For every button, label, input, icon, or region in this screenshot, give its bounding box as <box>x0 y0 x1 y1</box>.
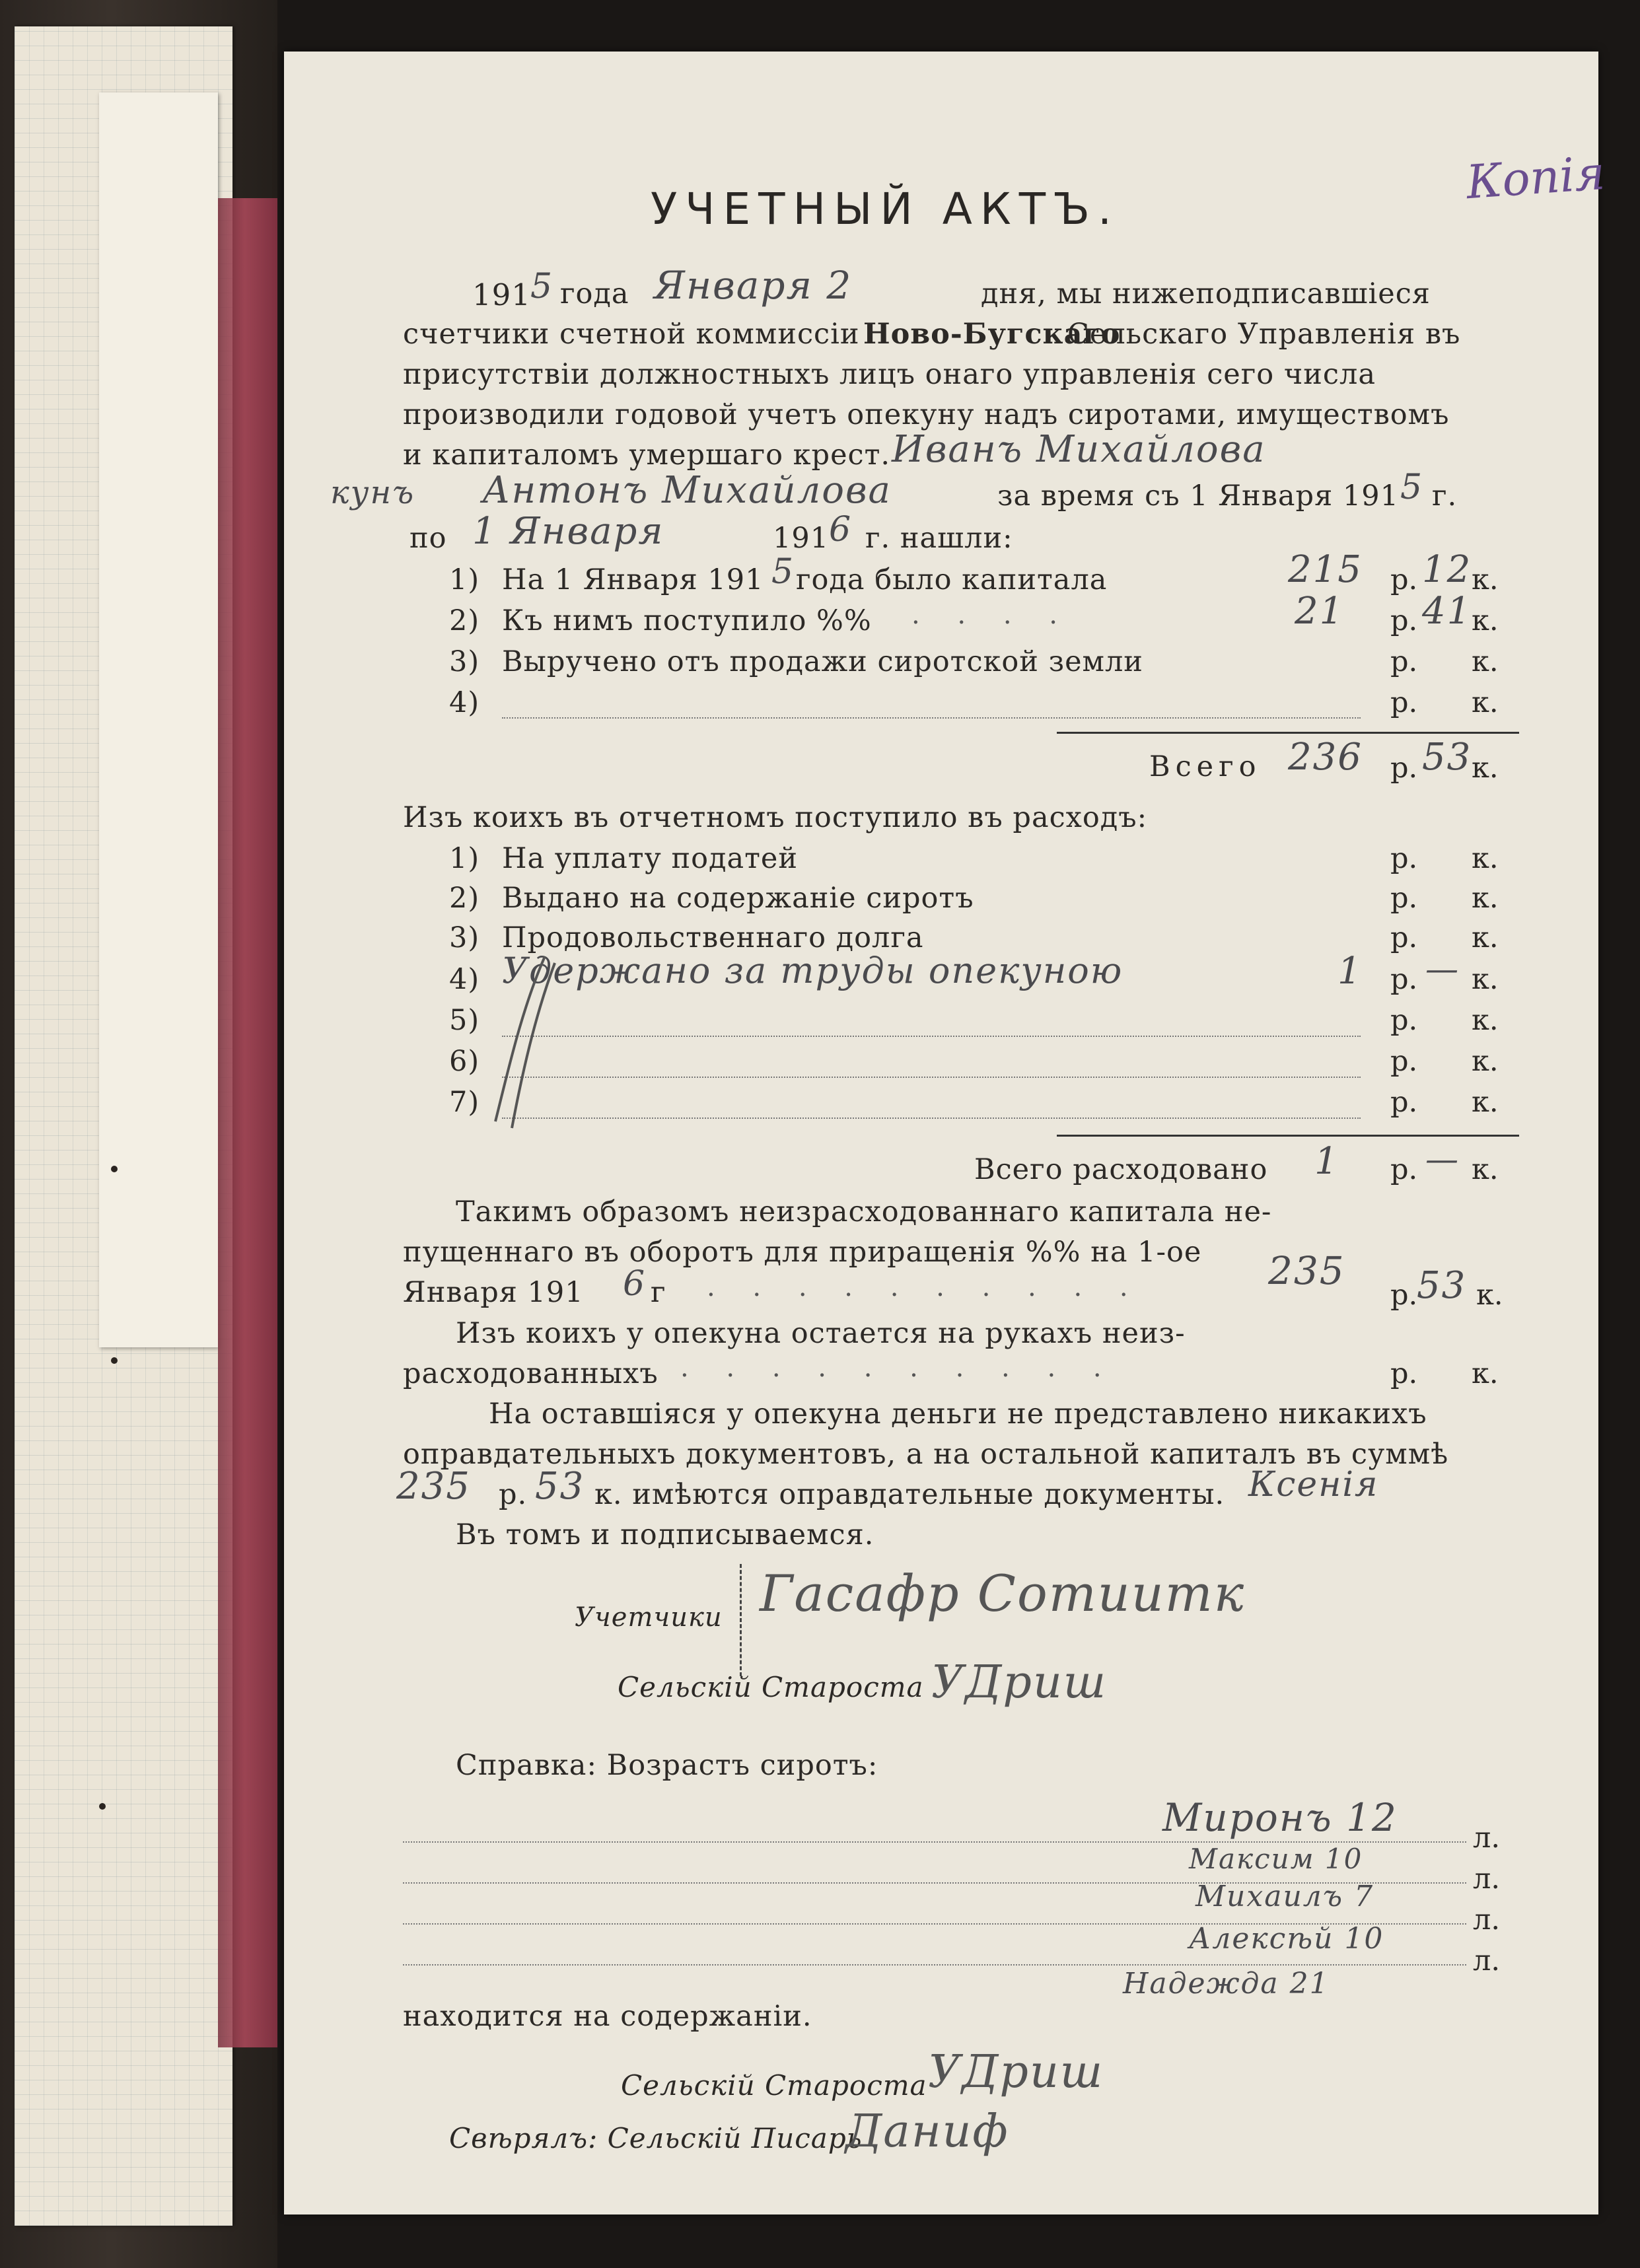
k-label: к. <box>1472 842 1499 875</box>
text-day-signers: дня, мы нижеподписавшіеся <box>981 277 1431 310</box>
r-label: р. <box>1390 882 1418 915</box>
expense-header: Изъ коихъ въ отчетномъ поступило въ расходъ: <box>403 801 1148 834</box>
unspent-line-1: Такимъ образомъ неизрасходованнаго капитала не- <box>456 1195 1272 1228</box>
book-spine <box>218 198 277 2047</box>
expense-row-2-num: 2) <box>449 882 480 915</box>
k-label: к. <box>1472 1004 1499 1037</box>
underlying-loose-sheet <box>99 92 218 1347</box>
total-rule <box>1057 732 1519 734</box>
documents-line-3: к. имѣются оправдательные документы. <box>594 1478 1225 1511</box>
income-row-1-num: 1) <box>449 563 480 596</box>
period-year-handwritten: 5 <box>1400 468 1424 507</box>
unspent-line-3: Января 191 <box>403 1276 584 1309</box>
unspent-kop: 53 <box>1417 1264 1467 1307</box>
line-commission-b: Сельскаго Управленія въ <box>1067 318 1461 351</box>
guardian-prefix-handwritten: кунъ <box>330 474 415 511</box>
expense-total-label: Всего расходовано <box>974 1153 1268 1186</box>
orphan-5: Надежда 21 <box>1123 1967 1330 2001</box>
blank-line <box>502 1036 1361 1037</box>
documents-kop-hw: 53 <box>535 1465 585 1508</box>
k-label: к. <box>1472 921 1499 954</box>
blank-line <box>502 717 1361 719</box>
r-label: р. <box>1390 1153 1418 1186</box>
income-row-1-label: На 1 Января 191 <box>502 563 764 596</box>
income-row-1-label2: года было капитала <box>796 563 1108 596</box>
clerk-label: Свѣрялъ: Сельскій Писарь <box>449 2122 863 2154</box>
dot-leader: . . . . . . . . . . <box>680 1353 1116 1383</box>
elder-label-2: Сельскій Староста <box>621 2069 927 2102</box>
date-handwritten: Января 2 <box>654 263 853 308</box>
elder-signature: УДриш <box>931 1656 1108 1709</box>
year-prefix: 191 <box>472 277 531 312</box>
income-total-kop: 53 <box>1422 736 1472 779</box>
income-row-4-num: 4) <box>449 686 480 719</box>
r-label: р. <box>1390 1357 1418 1390</box>
elder-label: Сельскій Староста <box>618 1671 924 1703</box>
r-label: р. <box>1390 842 1418 875</box>
income-total-rub: 236 <box>1288 736 1363 779</box>
r-label: р. <box>1390 921 1418 954</box>
elder-signature-2: УДриш <box>928 2046 1104 2098</box>
unspent-year-suffix: г <box>651 1276 666 1309</box>
k-label: к. <box>1472 752 1499 785</box>
dot-leader: . . . . . . . . . . <box>707 1272 1143 1302</box>
orphan-3: Михаилъ 7 <box>1195 1880 1374 1913</box>
bracket <box>740 1564 742 1676</box>
k-label: к. <box>1472 1153 1499 1186</box>
income-row-1-kop: 12 <box>1422 548 1472 591</box>
r-label: р. <box>1390 645 1418 678</box>
line-commission-a: счетчики счетной коммиссіи <box>403 318 860 351</box>
r-label: р. <box>1390 1045 1418 1078</box>
signing-line: Въ томъ и подписываемся. <box>456 1518 874 1551</box>
income-total-label: Всего <box>1149 750 1262 783</box>
expense-row-5-num: 5) <box>449 1004 480 1037</box>
r-label: р. <box>1390 1086 1418 1119</box>
years-label: л. <box>1473 1862 1500 1896</box>
expense-row-4-num: 4) <box>449 963 480 996</box>
k-label: к. <box>1472 604 1499 637</box>
years-label: л. <box>1473 1944 1500 1977</box>
k-label: к. <box>1472 686 1499 719</box>
r-label: р. <box>1390 686 1418 719</box>
r-label: р. <box>1390 963 1418 996</box>
to-year-handwritten: 6 <box>829 510 853 549</box>
r-label: р. <box>1390 563 1418 596</box>
cancel-strokes <box>482 950 561 1135</box>
document-page <box>284 52 1607 2215</box>
blank-line <box>502 1077 1361 1078</box>
dot-leader: . . . . <box>911 600 1073 630</box>
k-label: к. <box>1472 563 1499 596</box>
expense-row-6-num: 6) <box>449 1045 480 1078</box>
documents-rub-hw: 235 <box>396 1465 471 1508</box>
guardian-hands-line-1: Изъ коихъ у опекуна остается на рукахъ неиз- <box>456 1317 1186 1350</box>
r-label: р. <box>1390 604 1418 637</box>
income-row-2-rub: 21 <box>1295 590 1345 633</box>
k-label: к. <box>1476 1279 1503 1312</box>
period-text: за время съ 1 Января 191 <box>997 479 1399 513</box>
deceased-name-handwritten: Иванъ Михайлова <box>892 428 1266 471</box>
expense-total-kop: — <box>1425 1140 1460 1178</box>
to-prefix: по <box>410 522 447 555</box>
k-label: к. <box>1472 963 1499 996</box>
income-row-2-kop: 41 <box>1422 590 1472 633</box>
line-presence: присутствіи должностныхъ лицъ онаго управленія сего числа <box>403 358 1376 391</box>
k-label: к. <box>1472 1045 1499 1078</box>
orphan-4: Алексѣй 10 <box>1189 1922 1384 1956</box>
unspent-rub: 235 <box>1268 1248 1345 1293</box>
k-label: к. <box>1472 645 1499 678</box>
counters-label: Учетчики <box>575 1602 723 1633</box>
income-row-3-label: Выручено отъ продажи сиротской земли <box>502 645 1143 678</box>
guardian-name-handwritten: Антонъ Михайлова <box>482 469 892 512</box>
expense-row-3-num: 3) <box>449 921 480 954</box>
line-deceased: и капиталомъ умершаго крест. <box>403 439 891 472</box>
corner-annotation: Копія <box>1464 145 1607 210</box>
documents-scribble: Ксенія <box>1248 1465 1379 1505</box>
years-label: л. <box>1473 1822 1500 1855</box>
unspent-year-hw: 6 <box>623 1264 647 1304</box>
documents-line-1: На оставшіяся у опекуна деньги не представлено никакихъ <box>489 1398 1427 1431</box>
to-year: 191 <box>773 522 830 555</box>
line-commission-bold: Ново-Бугскаго <box>863 318 1121 351</box>
counters-signature: Гасафр Сотиитк <box>760 1564 1246 1623</box>
binding-hole <box>111 1166 118 1172</box>
income-row-2-num: 2) <box>449 604 480 637</box>
orphan-1: Миронъ 12 <box>1162 1795 1398 1840</box>
period-suffix: г. <box>1432 479 1458 513</box>
clerk-signature: Даниф <box>845 2106 1009 2158</box>
income-row-1-year-hw: 5 <box>771 552 795 592</box>
income-row-3-num: 3) <box>449 645 480 678</box>
expense-row-4-handwritten: Удержано за труды опекуною <box>502 950 1123 991</box>
expense-row-3-label: Продовольственнаго долга <box>502 921 924 954</box>
k-label: к. <box>1472 1086 1499 1119</box>
years-label: л. <box>1473 1903 1500 1936</box>
expense-row-2-label: Выдано на содержаніе сиротъ <box>502 882 974 915</box>
year-handwritten: 5 <box>530 267 554 306</box>
document-title: УЧЕТНЫЙ АКТЪ. <box>651 184 1120 234</box>
income-row-1-rub: 215 <box>1288 548 1363 591</box>
line-audit: производили годовой учетъ опекуну надъ сиротами, имуществомъ <box>403 398 1450 431</box>
guardian-hands-line-2: расходованныхъ <box>403 1357 659 1390</box>
maintenance-text: находится на содержаніи. <box>403 2000 812 2033</box>
r-label: р. <box>1390 752 1418 785</box>
orphan-2: Максим 10 <box>1189 1843 1363 1875</box>
unspent-line-2: пущеннаго въ оборотъ для приращенія %% на 1-ое <box>403 1236 1202 1269</box>
income-row-2-label: Къ нимъ поступило %% <box>502 604 872 637</box>
expense-row-4-rub: 1 <box>1337 950 1363 993</box>
r-label: р. <box>1390 1279 1418 1312</box>
r-label: р. <box>1390 1004 1418 1037</box>
found-text: г. нашли: <box>865 522 1013 555</box>
expense-total-rub: 1 <box>1314 1140 1339 1183</box>
documents-r: р. <box>499 1478 528 1511</box>
expense-row-4-kop: — <box>1425 950 1460 988</box>
orphan-line <box>403 1964 1466 1966</box>
k-label: к. <box>1472 882 1499 915</box>
total-rule <box>1057 1135 1519 1137</box>
to-date-handwritten: 1 Января <box>472 510 664 553</box>
expense-row-1-label: На уплату податей <box>502 842 799 875</box>
text-goda: года <box>560 277 629 310</box>
expense-row-7-num: 7) <box>449 1086 480 1119</box>
k-label: к. <box>1472 1357 1499 1390</box>
binding-hole <box>99 1803 106 1810</box>
documents-line-2: оправдательныхъ документовъ, а на остальной капиталъ въ суммѣ <box>403 1438 1449 1471</box>
blank-line <box>502 1117 1361 1119</box>
expense-row-1-num: 1) <box>449 842 480 875</box>
binding-hole <box>111 1357 118 1364</box>
reference-heading: Справка: Возрастъ сиротъ: <box>456 1749 878 1782</box>
